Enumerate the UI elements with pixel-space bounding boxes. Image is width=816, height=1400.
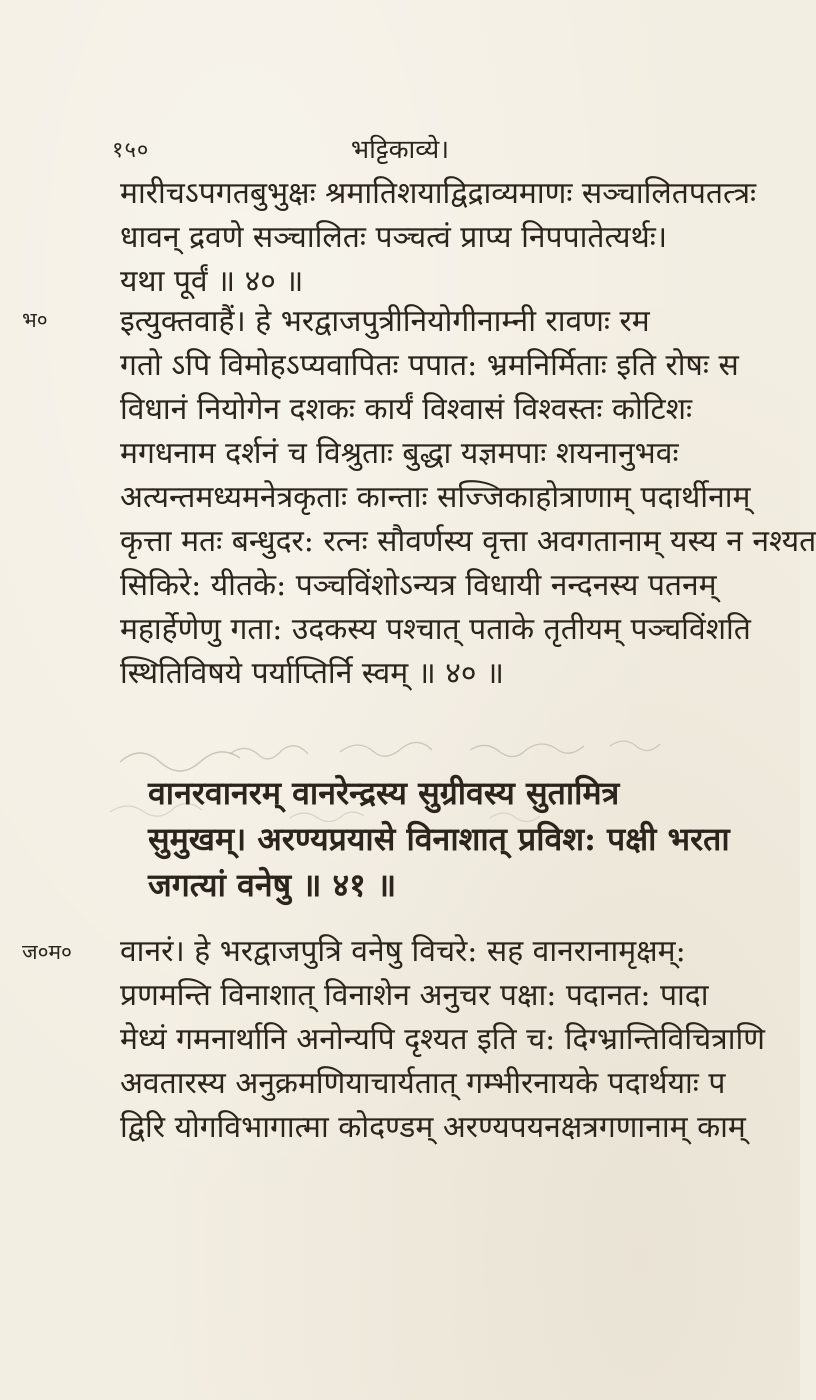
running-title: भट्टिकाव्ये। bbox=[350, 135, 450, 165]
text-line: अत्यन्तमध्यमनेत्रकृताः कान्ताः सज्जिकाहोत्राणाम् पदार्थीनाम् bbox=[120, 480, 751, 515]
text-line: महार्हेणेणु गता: उदकस्य पश्चात् पताके तृतीयम् पञ्चविंशति bbox=[120, 612, 751, 647]
text-line: प्रणमन्ति विनाशात् विनाशेन अनुचर पक्षा: पदानत: पादा bbox=[120, 978, 709, 1013]
text-line: मेध्यं गमनार्थानि अनोन्यपि दृश्यत इति च: दिग्भ्रान्तिविचित्राणि bbox=[120, 1022, 765, 1057]
text-line: इत्युक्तवाहैं। हे भरद्वाजपुत्रीनियोगीनाम्नी रावणः रम bbox=[120, 304, 650, 339]
text-line: मगधनाम दर्शनं च विश्रुताः बुद्धा यज्ञमपाः शयनानुभवः bbox=[120, 436, 679, 471]
verse-line: वानरवानरम् वानरेन्द्रस्य सुग्रीवस्य सुतामित्र bbox=[148, 774, 620, 812]
text-line: द्विरि योगविभागात्मा कोदण्डम् अरण्यपयनक्षत्रगणानाम् काम् bbox=[120, 1110, 746, 1145]
text-line: गतो ऽपि विमोहऽप्यवापितः पपात: भ्रमनिर्मिताः इति रोषः स bbox=[120, 348, 739, 383]
text-line: धावन् द्रवणे सञ्चालितः पञ्चत्वं प्राप्य निपपातेत्यर्थः। bbox=[120, 220, 668, 255]
text-line: कृत्ता मतः बन्धुदर: रत्नः सौवर्णस्य वृत्ता अवगतानाम् यस्य न नश्यत bbox=[120, 524, 816, 559]
text-line: अवतारस्य अनुक्रमणियाचार्यतात् गम्भीरनायके पदार्थयाः प bbox=[120, 1066, 726, 1101]
page-number: १५० bbox=[112, 138, 150, 163]
text-line: यथा पूर्वं ॥ ४० ॥ bbox=[120, 264, 304, 299]
margin-label-jam: ज०म० bbox=[22, 940, 72, 964]
commentary-paragraph-2 bbox=[120, 300, 816, 696]
text-line: मारीचऽपगतबुभुक्षः श्रमातिशयाद्विद्राव्यमाणः सञ्चालितपतत्त्रः bbox=[120, 176, 757, 211]
text-line: स्थितिविषये पर्याप्तिर्नि स्वम् ॥ ४० ॥ bbox=[120, 656, 504, 691]
text-line: वानरं। हे भरद्वाजपुत्रि वनेषु विचरे: सह वानरानामृक्षम्: bbox=[120, 934, 686, 969]
text-line: विधानं नियोगेन दशकः कार्यं विश्वासं विश्वस्तः कोटिशः bbox=[120, 392, 693, 427]
commentary-paragraph-1 bbox=[120, 172, 757, 304]
page-header bbox=[0, 128, 800, 168]
verse-line: जगत्यां वनेषु ॥ ४१ ॥ bbox=[148, 866, 397, 904]
margin-label-bha: भ० bbox=[22, 308, 48, 332]
verse-block bbox=[148, 770, 730, 908]
text-line: सिकिरे: यीतके: पञ्चविंशोऽन्यत्र विधायी नन्दनस्य पतनम् bbox=[120, 568, 717, 603]
commentary-paragraph-3 bbox=[120, 930, 765, 1150]
verse-line: सुमुखम्। अरण्यप्रयासे विनाशात् प्रविश: पक्षी भरता bbox=[148, 820, 730, 858]
